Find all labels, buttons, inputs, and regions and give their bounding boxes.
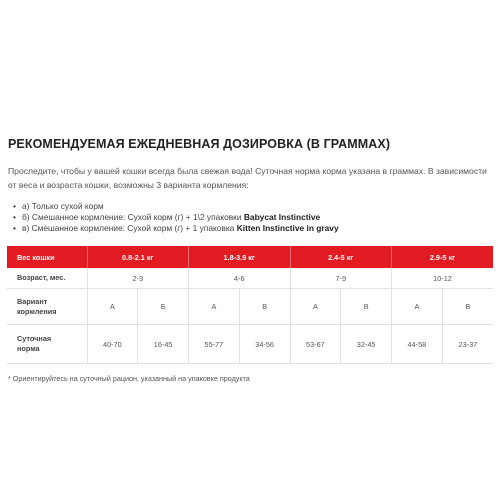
header-weight-range: 1.8-3.9 кг — [189, 246, 291, 268]
table-cell: В — [442, 289, 493, 325]
table-cell: В — [341, 289, 392, 325]
product-name: Babycat Instinctive — [243, 212, 321, 222]
feeding-options-list — [7, 201, 493, 234]
table-row-age — [7, 268, 493, 289]
table-cell: В — [239, 289, 290, 325]
feeding-option-b: • б) Смешанное кормление: Сухой корм (г) + 1\2 упаковки Babycat Instinctive — [13, 212, 493, 223]
product-name: Kitten Instinctive in gravy — [236, 223, 339, 233]
footnote: * Ориентируйтесь на суточный рацион, указанный на упаковке продукта — [8, 374, 250, 383]
table-cell: 32-45 — [341, 325, 392, 364]
row-label-age: Возраст, мес. — [7, 268, 87, 289]
table-row-norm — [7, 325, 493, 364]
feeding-option-a: • а) Только сухой корм — [13, 201, 493, 212]
table-cell: Б — [138, 289, 189, 325]
table-cell: 44-58 — [392, 325, 443, 364]
dosage-table — [7, 246, 493, 364]
table-cell: А — [392, 289, 443, 325]
header-cat-weight: Вес кошки — [7, 246, 87, 268]
table-cell: 53-67 — [290, 325, 341, 364]
table-cell: 34-56 — [239, 325, 290, 364]
table-cell: 40-70 — [87, 325, 138, 364]
header-weight-range: 2.4-5 кг — [290, 246, 392, 268]
intro-text: Проследите, чтобы у вашей кошки всегда была свежая вода! Суточная норма корма указана в граммах. В зависимости от веса и возраста кошки, возможны 3 варианта кормления: — [8, 166, 487, 190]
table-cell: А — [290, 289, 341, 325]
table-cell: 23-37 — [442, 325, 493, 364]
dosage-section — [7, 127, 493, 383]
table-row-variant — [7, 289, 493, 325]
feeding-option-c: • в) Смешанное кормление: Сухой корм (г) + 1 упаковка Kitten Instinctive in gravy — [13, 223, 493, 234]
table-cell: 16-45 — [138, 325, 189, 364]
table-cell: 10-12 — [392, 268, 494, 289]
table-cell: А — [87, 289, 138, 325]
table-cell: 7-9 — [290, 268, 392, 289]
table-cell: 2-3 — [87, 268, 189, 289]
table-cell: 55-77 — [189, 325, 240, 364]
row-label-variant: Вариант кормления — [7, 289, 87, 325]
table-cell: 4-6 — [189, 268, 291, 289]
table-header-row — [7, 246, 493, 268]
header-weight-range: 0.8-2.1 кг — [87, 246, 189, 268]
header-weight-range: 2.9-5 кг — [392, 246, 494, 268]
table-cell: А — [189, 289, 240, 325]
row-label-norm: Суточная норма — [7, 325, 87, 364]
section-title: РЕКОМЕНДУЕМАЯ ЕЖЕДНЕВНАЯ ДОЗИРОВКА (В ГРАММАХ) — [8, 137, 391, 151]
